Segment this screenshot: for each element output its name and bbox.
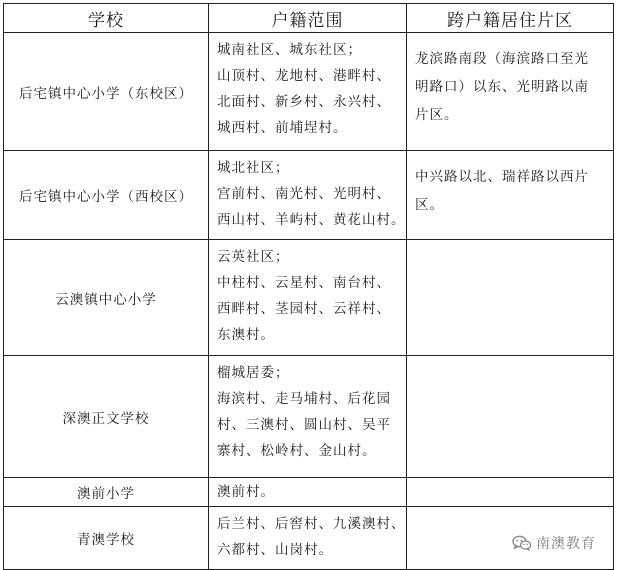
registration-line: 海滨村、走马埔村、后花园 <box>217 391 391 407</box>
header-school: 学校 <box>4 4 209 33</box>
header-cross-registration-area: 跨户籍居住片区 <box>407 4 614 33</box>
registration-range-cell <box>209 240 407 356</box>
cross-area-cell <box>407 151 614 240</box>
table-row <box>4 478 614 507</box>
school-name-cell: 云澳镇中心小学 <box>4 240 209 356</box>
cross-area-cell <box>407 240 614 356</box>
registration-line: 后兰村、后窖村、九溪澳村、 <box>217 516 406 532</box>
registration-range-cell <box>209 356 407 478</box>
school-name-cell: 后宅镇中心小学（东校区） <box>4 33 209 151</box>
cross-area-cell <box>407 356 614 478</box>
cross-area-line: 龙滨路南段（海滨路口至光 <box>415 51 589 67</box>
table-row <box>4 33 614 151</box>
registration-line: 城南社区、城东社区； <box>217 42 362 58</box>
registration-range-cell <box>209 507 407 570</box>
registration-line: 中柱村、云星村、南台村、 <box>217 275 391 291</box>
cross-area-line: 片区。 <box>415 107 459 123</box>
registration-line: 北面村、新乡村、永兴村、 <box>217 94 391 110</box>
registration-line: 榴城居委； <box>217 365 290 381</box>
school-name-cell: 澳前小学 <box>4 478 209 507</box>
registration-line: 城西村、前埔埕村。 <box>217 120 348 136</box>
cross-area-line: 明路口）以东、光明路以南 <box>415 79 589 95</box>
registration-range-cell <box>209 33 407 151</box>
header-registration-range: 户籍范围 <box>209 4 407 33</box>
registration-line: 山顶村、龙地村、港畔村、 <box>217 68 391 84</box>
enrollment-zone-table <box>3 3 614 570</box>
watermark-label: 南澳教育 <box>536 536 596 552</box>
wechat-icon <box>512 535 532 551</box>
table-row <box>4 240 614 356</box>
registration-line: 云英社区； <box>217 249 290 265</box>
registration-line: 寨村、松岭村、金山村。 <box>217 443 377 459</box>
school-name-cell: 后宅镇中心小学（西校区） <box>4 151 209 240</box>
cross-area-line: 中兴路以北、瑞祥路以西片 <box>415 169 589 185</box>
registration-line: 西畔村、茎园村、云祥村、 <box>217 301 391 317</box>
registration-line: 城北社区； <box>217 160 290 176</box>
cross-area-cell <box>407 478 614 507</box>
registration-line: 村、三澳村、圆山村、吴平 <box>217 417 391 433</box>
registration-line: 东澳村。 <box>217 327 275 343</box>
school-name-cell: 深澳正文学校 <box>4 356 209 478</box>
registration-line: 宫前村、南光村、光明村、 <box>217 186 391 202</box>
table-row <box>4 356 614 478</box>
wechat-account-watermark <box>512 532 596 554</box>
registration-line: 澳前村。 <box>217 484 275 500</box>
registration-line: 西山村、羊屿村、黄花山村。 <box>217 212 406 228</box>
cross-area-line: 区。 <box>415 197 444 213</box>
registration-line: 六都村、山岗村。 <box>217 542 333 558</box>
table-row <box>4 151 614 240</box>
registration-range-cell <box>209 151 407 240</box>
table-header-row <box>4 4 614 33</box>
school-name-cell: 青澳学校 <box>4 507 209 570</box>
registration-range-cell <box>209 478 407 507</box>
cross-area-cell <box>407 33 614 151</box>
enrollment-zone-table-wrapper <box>3 3 613 570</box>
